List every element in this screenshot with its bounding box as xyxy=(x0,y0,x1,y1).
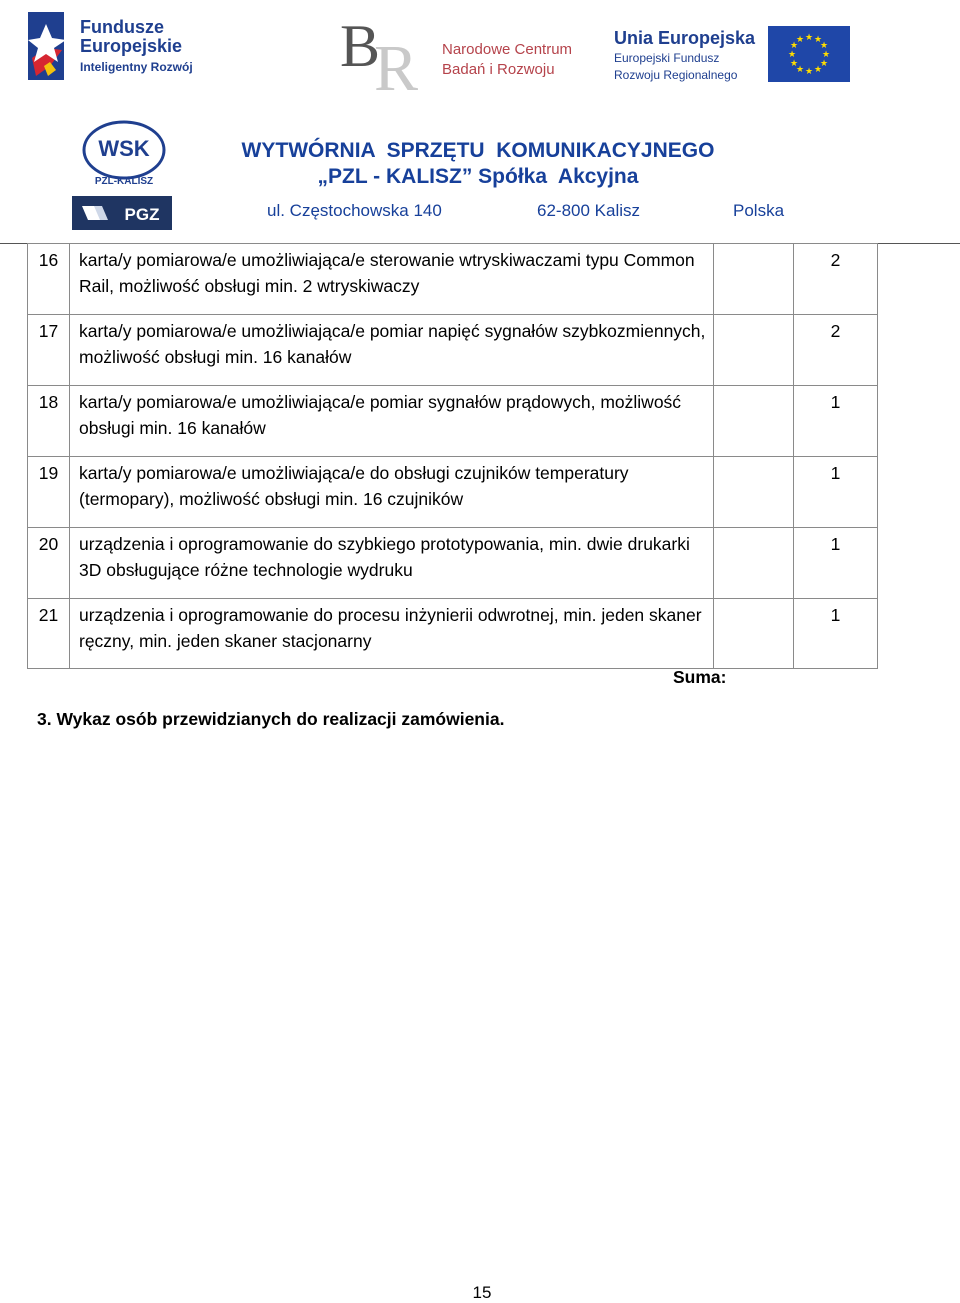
fe-title-line2: Europejskie xyxy=(80,36,183,56)
company-country: Polska xyxy=(733,201,785,220)
table-row xyxy=(28,244,878,315)
eu-flag-icon xyxy=(768,26,850,82)
wsk-ring-text: PZL-KALISZ xyxy=(94,176,154,187)
row-quantity: 2 xyxy=(794,244,878,315)
row-empty-cell xyxy=(714,528,794,599)
ue-fund-line2: Rozwoju Regionalnego xyxy=(614,68,738,82)
table-row xyxy=(28,315,878,386)
ncbr-line1: Narodowe Centrum xyxy=(442,41,573,58)
svg-text:★: ★ xyxy=(804,33,814,43)
sum-label: Suma: xyxy=(673,667,727,687)
ncbr-line2: Badań i Rozwoju xyxy=(442,61,555,78)
row-empty-cell xyxy=(714,315,794,386)
row-number: 19 xyxy=(28,457,70,528)
section-heading: 3. Wykaz osób przewidzianych do realizacji zamówienia. xyxy=(37,709,505,729)
row-quantity: 1 xyxy=(794,386,878,457)
row-description: karta/y pomiarowa/e umożliwiająca/e pomiar napięć sygnałów szybkozmiennych, możliwość obsługi min. 16 kanałów xyxy=(70,315,714,386)
equipment-table xyxy=(27,243,878,669)
row-quantity: 1 xyxy=(794,599,878,669)
row-number: 18 xyxy=(28,386,70,457)
ue-title: Unia Europejska xyxy=(614,28,756,48)
company-street: ul. Częstochowska 140 xyxy=(267,201,442,220)
row-description: urządzenia i oprogramowanie do szybkiego prototypowania, min. dwie drukarki 3D obsługujące różne technologie wydruku xyxy=(70,528,714,599)
row-number: 21 xyxy=(28,599,70,669)
wsk-mark: WSK xyxy=(98,136,150,161)
row-quantity: 1 xyxy=(794,457,878,528)
ue-fund-line1: Europejski Fundusz xyxy=(614,51,720,65)
table-row xyxy=(28,457,878,528)
row-empty-cell xyxy=(714,599,794,669)
pgz-text: PGZ xyxy=(124,205,160,224)
svg-text:★: ★ xyxy=(813,35,823,45)
svg-text:★: ★ xyxy=(819,41,829,51)
svg-text:★: ★ xyxy=(789,41,799,51)
row-empty-cell xyxy=(714,386,794,457)
company-line2: „PZL - KALISZ” Spółka Akcyjna xyxy=(317,165,639,188)
svg-text:★: ★ xyxy=(789,59,799,69)
svg-text:★: ★ xyxy=(787,50,797,60)
svg-text:★: ★ xyxy=(819,59,829,69)
row-description: urządzenia i oprogramowanie do procesu inżynierii odwrotnej, min. jeden skaner ręczny, min. jeden skaner stacjonarny xyxy=(70,599,714,669)
ue-logo-text xyxy=(614,28,755,82)
fundusze-europejskie-logo xyxy=(26,10,206,82)
table-row xyxy=(28,386,878,457)
company-line1: WYTWÓRNIA SPRZĘTU KOMUNIKACYJNEGO xyxy=(241,139,715,162)
svg-text:★: ★ xyxy=(804,67,814,77)
company-postal: 62-800 Kalisz xyxy=(537,201,641,220)
svg-text:★: ★ xyxy=(795,65,805,75)
row-quantity: 2 xyxy=(794,315,878,386)
pgz-logo xyxy=(72,196,172,230)
row-description: karta/y pomiarowa/e umożliwiająca/e sterowanie wtryskiwaczami typu Common Rail, możliwość obsługi min. 2 wtryskiwaczy xyxy=(70,244,714,315)
row-number: 17 xyxy=(28,315,70,386)
svg-text:★: ★ xyxy=(813,65,823,75)
row-description: karta/y pomiarowa/e umożliwiająca/e do obsługi czujników temperatury (termopary), możliwość obsługi min. 16 czujników xyxy=(70,457,714,528)
svg-text:★: ★ xyxy=(821,50,831,60)
page-number: 15 xyxy=(472,1283,492,1302)
svg-text:B: B xyxy=(340,16,381,79)
wsk-pzl-kalisz-logo xyxy=(78,120,170,188)
fe-star-icon xyxy=(26,10,76,82)
table-row xyxy=(28,528,878,599)
company-name xyxy=(236,138,720,190)
row-quantity: 1 xyxy=(794,528,878,599)
row-description: karta/y pomiarowa/e umożliwiająca/e pomiar sygnałów prądowych, możliwość obsługi min. 16 kanałów xyxy=(70,386,714,457)
svg-text:R: R xyxy=(374,32,419,100)
row-empty-cell xyxy=(714,244,794,315)
row-number: 16 xyxy=(28,244,70,315)
ncbr-logo-text xyxy=(442,40,572,80)
ncbr-br-logo-icon xyxy=(340,16,440,100)
fe-title-line1: Fundusze xyxy=(80,17,164,37)
row-number: 20 xyxy=(28,528,70,599)
row-empty-cell xyxy=(714,457,794,528)
table-row xyxy=(28,599,878,669)
svg-text:★: ★ xyxy=(795,35,805,45)
fe-subtitle: Inteligentny Rozwój xyxy=(80,60,193,74)
